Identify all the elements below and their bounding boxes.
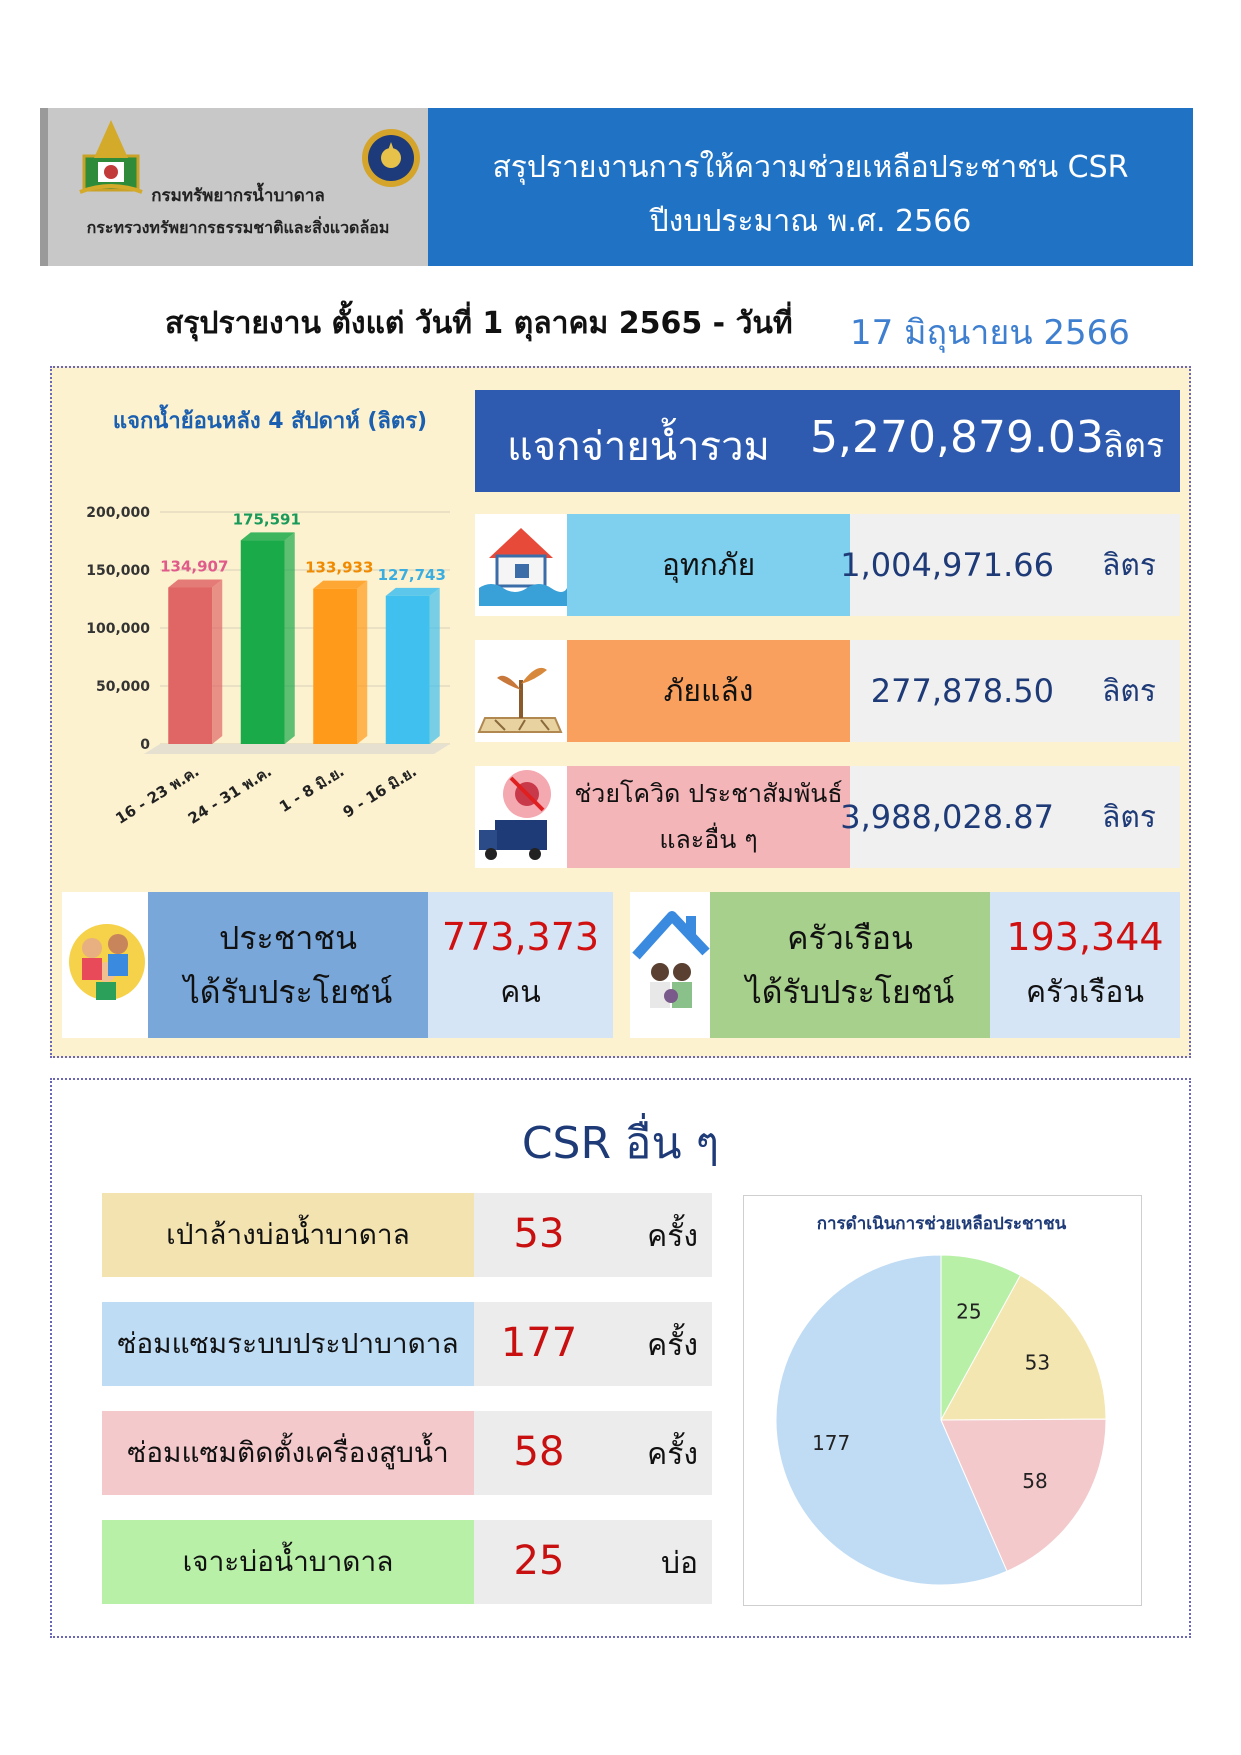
household-label — [710, 892, 990, 1038]
covid-label-line2: และอื่น ๆ — [659, 825, 758, 854]
x-tick-label: 24 - 31 พ.ค. — [184, 762, 275, 828]
weekly-water-bar-chart — [70, 490, 470, 860]
people-value: 773,373 — [441, 915, 600, 959]
people-label-line2: ได้รับประโยชน์ — [183, 973, 393, 1011]
flood-house-icon — [475, 514, 567, 616]
covid-value: 3,988,028.87 — [840, 798, 1054, 836]
drought-label: ภัยแล้ง — [567, 640, 850, 742]
bar — [241, 540, 285, 744]
drought-unit-cell — [1080, 640, 1180, 742]
people-icon — [62, 892, 148, 1038]
bar-side — [212, 580, 222, 744]
csr-item-flush-value: 53 — [513, 1211, 565, 1257]
bar-side — [357, 581, 367, 744]
total-unit: ลิตร — [1103, 426, 1165, 466]
bar-value-label: 134,907 — [160, 557, 229, 576]
drought-value: 277,878.50 — [870, 672, 1054, 710]
csr-item-pump-value-cell — [474, 1411, 712, 1495]
fiscal-year: ปีงบประมาณ พ.ศ. 2566 — [649, 204, 972, 239]
flood-value-cell — [840, 514, 1080, 616]
csr-item-flush-value-cell — [474, 1193, 712, 1277]
report-title: สรุปรายงานการให้ความช่วยเหลือประชาชน CSR — [492, 150, 1129, 185]
bar-side — [430, 588, 440, 744]
csr-item-pump-label: ซ่อมแซมติดตั้งเครื่องสูบน้ำ — [102, 1411, 474, 1495]
covid-label — [567, 766, 850, 868]
x-tick-label: 16 - 23 พ.ค. — [112, 762, 203, 828]
y-tick-label: 50,000 — [95, 679, 150, 695]
chart-floor — [144, 744, 450, 754]
y-tick-label: 200,000 — [86, 505, 150, 521]
pie-slice-label: 53 — [1024, 1350, 1051, 1375]
people-label — [148, 892, 428, 1038]
header-title-panel — [428, 108, 1193, 266]
csr-item-repair-label: ซ่อมแซมระบบประปาบาดาล — [102, 1302, 474, 1386]
y-tick-label: 0 — [140, 737, 150, 753]
flood-label: อุทกภัย — [567, 514, 850, 616]
org-name: กรมทรัพยากรน้ำบาดาล — [151, 186, 325, 206]
csr-item-pump-value: 58 — [513, 1429, 565, 1475]
household-label-line2: ได้รับประโยชน์ — [745, 973, 955, 1011]
total-water-box — [475, 390, 1180, 492]
household-icon — [630, 892, 710, 1038]
csr-item-drill-value-cell — [474, 1520, 712, 1604]
covid-value-cell — [840, 766, 1080, 868]
bar-value-label: 127,743 — [377, 565, 446, 584]
flood-unit: ลิตร — [1102, 547, 1156, 583]
household-value: 193,344 — [1006, 915, 1164, 959]
csr-item-pump-unit: ครั้ง — [647, 1437, 698, 1472]
report-period: สรุปรายงาน ตั้งแต่ วันที่ 1 ตุลาคม 2565 - วันที่ — [165, 306, 793, 341]
flood-value: 1,004,971.66 — [840, 546, 1054, 584]
household-unit: ครัวเรือน — [1026, 975, 1144, 1010]
people-unit: คน — [500, 975, 541, 1010]
drought-value-cell — [850, 640, 1080, 742]
people-label-line1: ประชาชน — [219, 919, 357, 957]
csr-item-drill-unit: บ่อ — [660, 1546, 698, 1581]
ministry-name: กระทรวงทรัพยากรธรรมชาติและสิ่งแวดล้อม — [86, 218, 390, 237]
covid-label-line1: ช่วยโควิด ประชาสัมพันธ์ — [574, 779, 843, 808]
household-value-cell — [990, 892, 1180, 1038]
covid-unit: ลิตร — [1102, 799, 1156, 835]
bar-value-label: 175,591 — [232, 510, 301, 529]
bar-value-label: 133,933 — [305, 558, 374, 577]
header-org-panel — [40, 108, 428, 266]
pie-slice-label: 58 — [1022, 1469, 1048, 1494]
csr-item-flush-unit: ครั้ง — [647, 1219, 698, 1254]
csr-item-drill-value: 25 — [513, 1538, 565, 1584]
people-value-cell — [428, 892, 613, 1038]
bar-chart-title: แจกน้ำย้อนหลัง 4 สัปดาห์ (ลิตร) — [112, 409, 428, 434]
bar-side — [285, 532, 295, 744]
bar — [168, 588, 212, 744]
drought-icon — [475, 640, 567, 742]
csr-other-title: CSR อื่น ๆ — [521, 1118, 720, 1169]
x-tick-label: 1 - 8 มิ.ย. — [276, 762, 348, 816]
csr-item-drill-label: เจาะบ่อน้ำบาดาล — [102, 1520, 474, 1604]
covid-truck-icon — [475, 766, 567, 868]
report-end-date: 17 มิถุนายน 2566 — [850, 313, 1130, 353]
x-tick-label: 9 - 16 มิ.ย. — [339, 762, 420, 822]
covid-unit-cell — [1080, 766, 1180, 868]
pie-slice-label: 177 — [812, 1430, 851, 1455]
csr-item-repair-unit: ครั้ง — [647, 1328, 698, 1363]
assistance-pie-chart — [743, 1240, 1140, 1600]
bar — [386, 596, 430, 744]
total-value: 5,270,879.03 — [810, 412, 1104, 463]
pie-slice-label: 25 — [956, 1299, 982, 1324]
csr-item-repair-value-cell — [474, 1302, 712, 1386]
csr-item-repair-value: 177 — [500, 1320, 578, 1366]
y-tick-label: 100,000 — [86, 621, 150, 637]
drought-unit: ลิตร — [1102, 673, 1156, 709]
bar — [313, 589, 357, 744]
y-tick-label: 150,000 — [86, 563, 150, 579]
total-label: แจกจ่ายน้ำรวม — [507, 424, 770, 470]
household-label-line1: ครัวเรือน — [787, 919, 913, 957]
csr-item-flush-label: เป่าล้างบ่อน้ำบาดาล — [102, 1193, 474, 1277]
flood-unit-cell — [1080, 514, 1180, 616]
pie-chart-title: การดำเนินการช่วยเหลือประชาชน — [816, 1214, 1067, 1234]
